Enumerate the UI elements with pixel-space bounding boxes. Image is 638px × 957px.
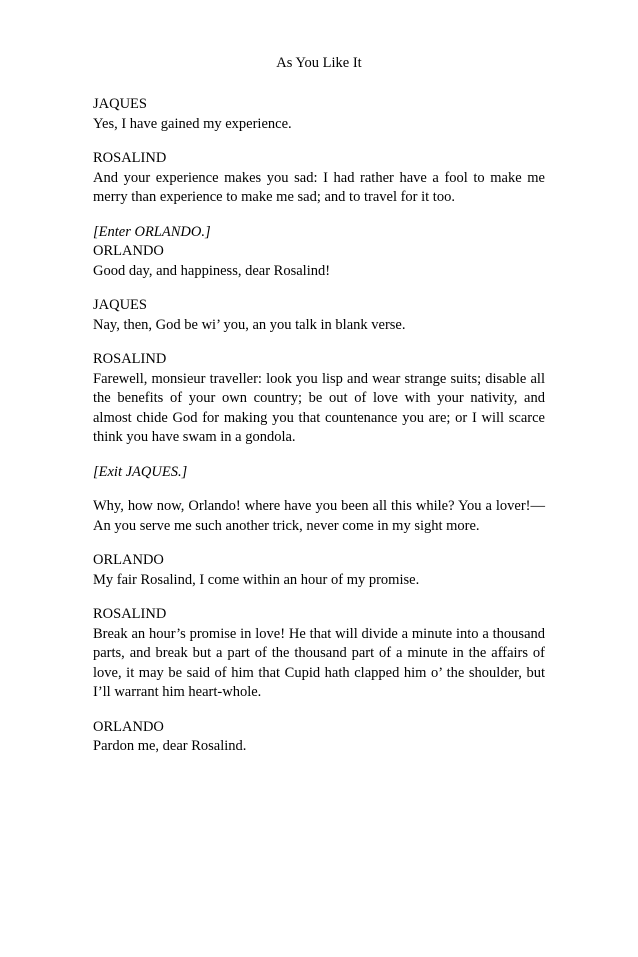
speaker-name: ORLANDO: [93, 718, 164, 735]
dialogue-block: [93, 95, 545, 134]
dialogue-block: [93, 497, 545, 536]
dialogue-block: [93, 605, 545, 703]
speaker-name: JAQUES: [93, 297, 147, 313]
stage-direction: [Exit JAQUES.]: [93, 463, 188, 480]
stage-direction: [Enter ORLANDO.]: [93, 223, 211, 240]
dialogue-line: Break an hour’s promise in love! He that will divide a minute into a thousand parts, and break but a part of the thousand part of a minute in the affairs of love, it may be said of him that Cupid hath clapped him o’ the shoulder, but I’ll warrant him heart-whole.: [93, 625, 545, 700]
dialogue-line: Farewell, monsieur traveller: look you lisp and wear strange suits; disable all the benefits of your own country; be out of love with your nativity, and almost chide God for making you that countenance you are; or I will scarce think you have swam in a gondola.: [93, 370, 545, 445]
speaker-name: ORLANDO: [93, 552, 164, 568]
dialogue-line: And your experience makes you sad: I had rather have a fool to make me merry than experience to make me sad; and to travel for it too.: [93, 169, 545, 205]
speaker-name: ROSALIND: [93, 351, 167, 367]
dialogue-block: [93, 718, 545, 757]
dialogue-line: Why, how now, Orlando! where have you been all this while? You a lover!—An you serve me such another trick, never come in my sight more.: [93, 498, 545, 534]
stage-direction-block: [93, 463, 545, 483]
speaker-name: JAQUES: [93, 96, 147, 112]
dialogue-line: Pardon me, dear Rosalind.: [93, 738, 247, 754]
dialogue-line: Nay, then, God be wi’ you, an you talk in blank verse.: [93, 316, 406, 333]
dialogue-line: Yes, I have gained my experience.: [93, 115, 292, 132]
dialogue-block: [93, 350, 545, 448]
dialogue-block: [93, 223, 545, 282]
page-header-title: As You Like It: [276, 55, 362, 71]
dialogue-block: [93, 149, 545, 208]
speaker-name: ROSALIND: [93, 150, 167, 166]
dialogue-block: [93, 296, 545, 335]
speaker-name: ROSALIND: [93, 606, 167, 622]
script-text: [93, 95, 545, 772]
speaker-name: ORLANDO: [93, 243, 164, 259]
dialogue-line: My fair Rosalind, I come within an hour of my promise.: [93, 571, 420, 588]
dialogue-line: Good day, and happiness, dear Rosalind!: [93, 262, 331, 279]
dialogue-block: [93, 551, 545, 590]
